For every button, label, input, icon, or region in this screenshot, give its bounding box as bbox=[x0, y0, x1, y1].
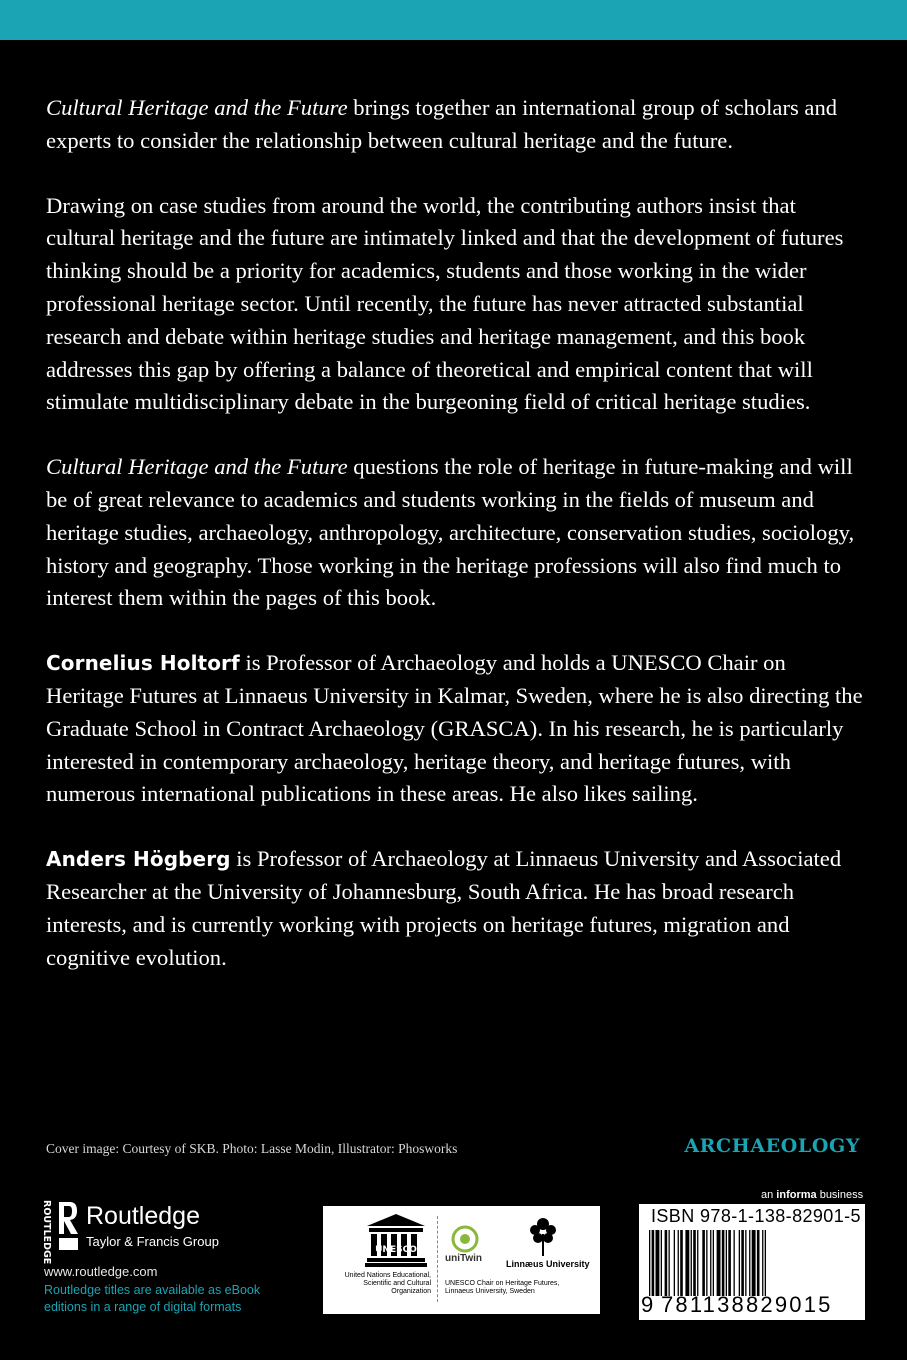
ebook-note: Routledge titles are available as eBook editions in a range of digital formats bbox=[44, 1283, 261, 1314]
barcode-icon bbox=[649, 1230, 855, 1296]
author-name: Anders Högberg bbox=[46, 847, 231, 872]
blurb-paragraph-1: Cultural Heritage and the Future brings together an international group of scholars and experts to consider the relationship between cultural heritage and the future. bbox=[46, 95, 838, 153]
linnaeus-label: Linnæus University bbox=[506, 1259, 590, 1269]
routledge-vertical-wordmark: ROUTLEDGE bbox=[41, 1200, 52, 1265]
routledge-logo-icon bbox=[56, 1200, 80, 1252]
publisher-name: Routledge bbox=[86, 1202, 200, 1230]
isbn-barcode bbox=[639, 1204, 865, 1320]
blurb-paragraph-2: Drawing on case studies from around the world, the contributing authors insist that cultural heritage and the future are intimately linked and that the development of futures thinking should be a priority for academics, students and those working in the wider professional heritage sector. Until recently, the future has never attracted substantial research and debate within heritage studies and heritage management, and this book addresses this gap by offering a balance of theoretical and empirical content that will stimulate multidisciplinary debate in the burgeoning field of critical heritage studies. bbox=[46, 192, 844, 415]
top-accent-bar bbox=[0, 0, 907, 40]
publisher-group: Taylor & Francis Group bbox=[86, 1234, 219, 1249]
author-name: Cornelius Holtorf bbox=[46, 651, 240, 676]
back-cover-blurb bbox=[46, 92, 866, 1006]
unesco-text: United Nations Educational, Scientific and Cultural Organization bbox=[344, 1272, 431, 1295]
barcode-first-digit: 9 bbox=[641, 1292, 654, 1317]
book-title: Cultural Heritage and the Future bbox=[46, 95, 348, 120]
cover-image-credit: Cover image: Courtesy of SKB. Photo: Lasse Modin, Illustrator: Phosworks bbox=[46, 1141, 458, 1156]
partner-logos bbox=[323, 1206, 600, 1314]
publisher-url[interactable]: www.routledge.com bbox=[44, 1264, 158, 1279]
barcode-digits: 781138829015 bbox=[661, 1292, 833, 1317]
unesco-chair-text: UNESCO Chair on Heritage Futures, Linnaeus University, Sweden bbox=[445, 1280, 560, 1295]
blurb-paragraph-3: Cultural Heritage and the Future questions the role of heritage in future-making and will be of great relevance to academics and students working in the fields of museum and heritage studies, archaeology, anthropology, architecture, conservation studies, sociology, history and geography. Those working in the heritage professions will also find much to interest them within the pages of this book. bbox=[46, 454, 855, 611]
unesco-temple-icon bbox=[363, 1212, 429, 1268]
unesco-word: UNESCO bbox=[375, 1245, 417, 1255]
author-bio-hogberg: Anders Högberg is Professor of Archaeology at Linnaeus University and Associated Researcher at the University of Johannesburg, South Africa. He has broad research interests, and is currently working with projects on heritage futures, migration and cognitive evolution. bbox=[46, 846, 842, 970]
logo-divider bbox=[437, 1216, 438, 1302]
isbn-text: ISBN 978-1-138-82901-5 bbox=[651, 1206, 861, 1226]
book-title: Cultural Heritage and the Future bbox=[46, 454, 348, 480]
informa-tagline: an informa business bbox=[761, 1189, 864, 1201]
subject-category: ARCHAEOLOGY bbox=[684, 1135, 860, 1157]
linnaeus-tree-icon bbox=[527, 1216, 559, 1258]
unitwin-icon bbox=[447, 1224, 483, 1254]
unitwin-label: uniTwin bbox=[445, 1253, 483, 1264]
author-bio-holtorf: Cornelius Holtorf is Professor of Archaeology and holds a UNESCO Chair on Heritage Futures at Linnaeus University in Kalmar, Sweden, where he is also directing the Graduate School in Contract Archaeology (GRASCA). In his research, he is particularly interested in contemporary archaeology, heritage theory, and heritage futures, with numerous international publications in these areas. He also likes sailing. bbox=[46, 650, 863, 807]
